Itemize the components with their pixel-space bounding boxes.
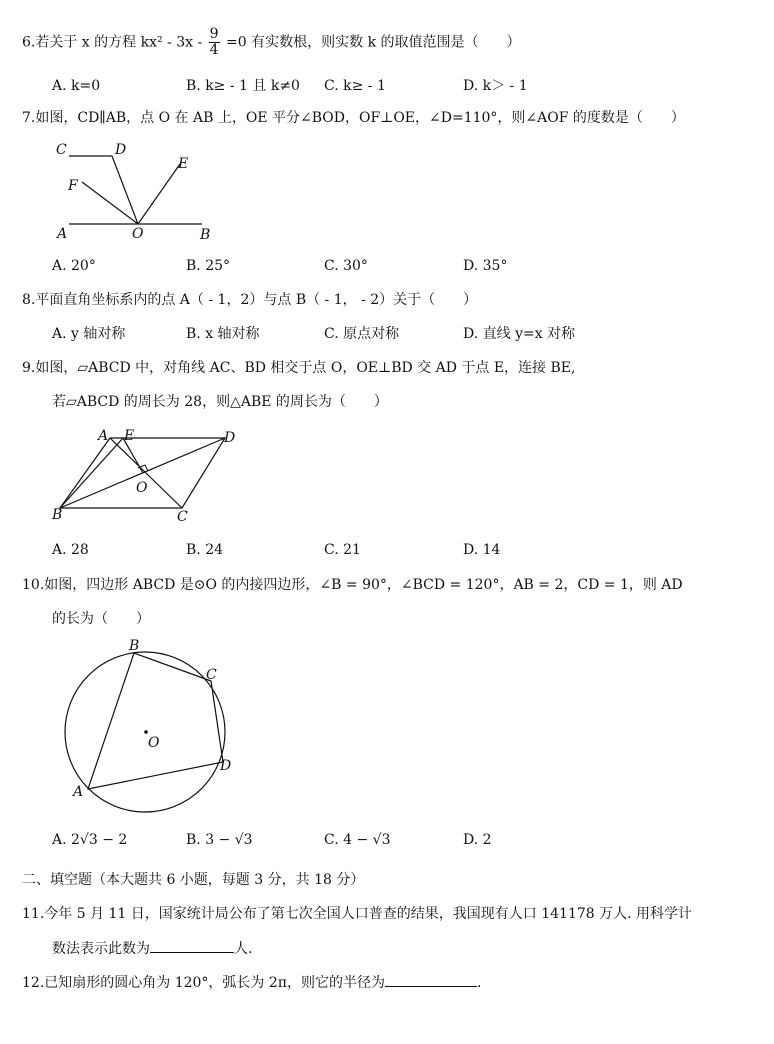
q10-label-a: A <box>73 784 84 800</box>
q7-option-a: A. 20° <box>52 258 96 274</box>
q10-label-o: O <box>148 735 160 751</box>
q6-option-d: D. k＞ - 1 <box>463 78 528 94</box>
q9-diagonal-ac <box>110 438 182 508</box>
q10-option-a: A. 2√3 − 2 <box>52 832 128 848</box>
section2-heading: 二、填空题（本大题共 6 小题，每题 3 分，共 18 分） <box>22 872 365 888</box>
q9-option-c: C. 21 <box>324 542 361 558</box>
q8-stem: 8.平面直角坐标系内的点 A（ - 1，2）与点 B（ - 1， - 2）关于（ ） <box>22 292 478 308</box>
q10-option-d: D. 2 <box>463 832 492 848</box>
q7-label-b: B <box>200 227 211 243</box>
q7-label-f: F <box>68 178 78 194</box>
q7-option-c: C. 30° <box>324 258 368 274</box>
q6-stem-post: =0 有实数根，则实数 k 的取值范围是（ ） <box>226 34 521 51</box>
q6-stem-pre: 6.若关于 x 的方程 kx² - 3x - <box>22 34 203 51</box>
q11-stem-line2-pre: 数法表示此数为 <box>52 941 150 957</box>
q7-label-c: C <box>56 142 67 158</box>
q10-option-c: C. 4 − √3 <box>324 832 391 848</box>
q9-label-d: D <box>224 430 236 446</box>
q10-stem-line2: 的长为（ ） <box>52 611 150 627</box>
q6-option-b: B. k≥ - 1 且 k≠0 <box>186 78 300 94</box>
q7-figure <box>52 138 232 248</box>
q6-option-a: A. k=0 <box>52 78 101 94</box>
q8-option-a: A. y 轴对称 <box>52 326 126 342</box>
q9-segment-be <box>60 438 123 508</box>
q9-label-e: E <box>124 428 135 444</box>
q10-quadrilateral <box>88 653 223 789</box>
q12-stem <box>22 972 481 993</box>
q7-label-d: D <box>115 142 127 158</box>
q9-option-d: D. 14 <box>463 542 501 558</box>
q11-stem-line2-post: 人. <box>234 941 253 957</box>
q9-label-a: A <box>98 428 109 444</box>
q6-option-c: C. k≥ - 1 <box>324 78 386 94</box>
q11-answer-blank[interactable] <box>150 938 234 953</box>
q10-center-dot <box>144 730 148 734</box>
q7-label-a: A <box>57 226 68 242</box>
q8-option-d: D. 直线 y=x 对称 <box>463 326 576 342</box>
q10-option-b: B. 3 − √3 <box>186 832 253 848</box>
q9-stem-line1: 9.如图，▱ABCD 中，对角线 AC、BD 相交于点 O，OE⊥BD 交 AD 于点 E，连接 BE, <box>22 360 576 376</box>
q12-answer-blank[interactable] <box>385 972 477 987</box>
q10-label-b: B <box>129 638 140 654</box>
q10-label-d: D <box>220 758 232 774</box>
q6-frac-denominator: 4 <box>209 42 219 58</box>
q8-option-c: C. 原点对称 <box>324 326 400 342</box>
q9-label-b: B <box>52 507 63 523</box>
q6-stem <box>22 27 521 58</box>
q10-label-c: C <box>206 667 217 683</box>
q7-option-b: B. 25° <box>186 258 231 274</box>
q9-label-o: O <box>136 480 148 496</box>
q9-label-c: C <box>177 509 188 525</box>
q11-stem-line2 <box>52 938 252 959</box>
q9-option-b: B. 24 <box>186 542 224 558</box>
q7-option-d: D. 35° <box>463 258 508 274</box>
q7-label-e: E <box>178 156 189 172</box>
q7-label-o: O <box>132 226 144 242</box>
q9-option-a: A. 28 <box>52 542 89 558</box>
q8-option-b: B. x 轴对称 <box>186 326 260 342</box>
q12-stem-pre: 12.已知扇形的圆心角为 120°，弧长为 2π，则它的半径为 <box>22 975 385 991</box>
q10-stem-line1: 10.如图，四边形 ABCD 是⊙O 的内接四边形，∠B = 90°，∠BCD = 120°，AB = 2，CD = 1，则 AD <box>22 577 683 593</box>
q10-figure <box>58 634 248 824</box>
q9-figure <box>50 426 250 526</box>
q7-segment-oe <box>138 164 180 224</box>
q12-stem-post: . <box>477 975 482 991</box>
q7-stem: 7.如图，CD∥AB，点 O 在 AB 上，OE 平分∠BOD，OF⊥OE，∠D=110°，则∠AOF 的度数是（ ） <box>22 110 685 126</box>
q6-fraction <box>209 27 220 58</box>
q6-frac-numerator: 9 <box>209 26 219 42</box>
q11-stem-line1: 11.今年 5 月 11 日，国家统计局公布了第七次全国人口普查的结果，我国现有人口 141178 万人. 用科学计 <box>22 906 693 922</box>
q9-stem-line2: 若▱ABCD 的周长为 28，则△ABE 的周长为（ ） <box>52 394 388 410</box>
